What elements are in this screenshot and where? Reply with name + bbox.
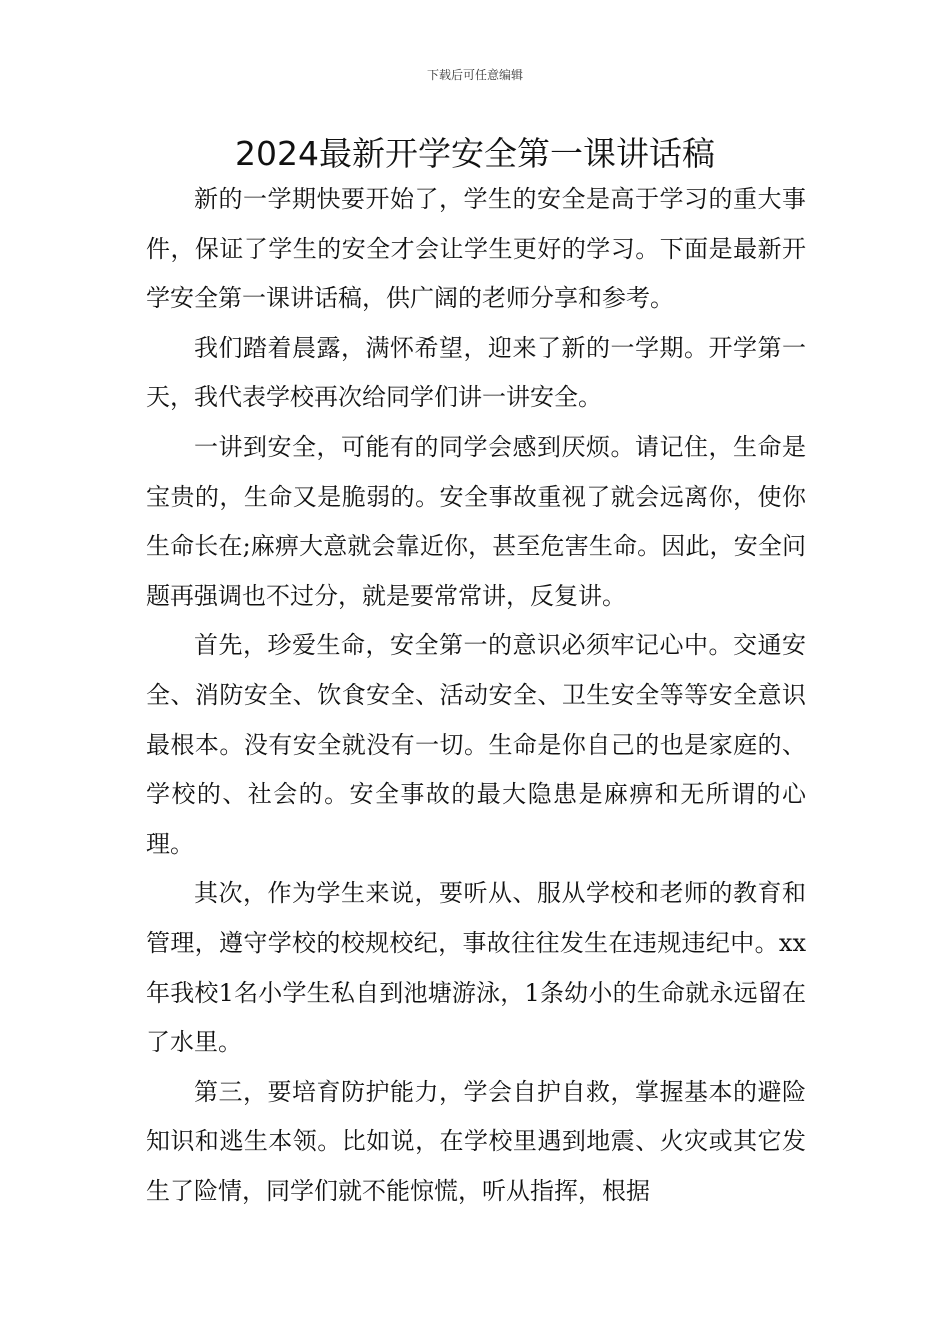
paragraph: 新的一学期快要开始了，学生的安全是高于学习的重大事件，保证了学生的安全才会让学生更好的学习。下面是最新开学安全第一课讲话稿，供广阔的老师分享和参考。 (146, 185, 806, 313)
header-note: 下载后可任意编辑 (426, 68, 523, 82)
paragraph: 首先，珍爱生命，安全第一的意识必须牢记心中。交通安全、消防安全、饮食安全、活动安全、卫生安全等等安全意识最根本。没有安全就没有一切。生命是你自己的也是家庭的、学校的、社会的。安全事故的最大隐患是麻痹和无所谓的心理。 (146, 631, 806, 858)
paragraph: 一讲到安全，可能有的同学会感到厌烦。请记住，生命是宝贵的，生命又是脆弱的。安全事故重视了就会远离你，使你生命长在;麻痹大意就会靠近你，甚至危害生命。因此，安全问题再强调也不过分，就是要常常讲，反复讲。 (146, 432, 806, 610)
paragraph: 第三，要培育防护能力，学会自护自救，掌握基本的避险知识和逃生本领。比如说，在学校里遇到地震、火灾或其它发生了险情，同学们就不能惊慌，听从指挥，根据 (146, 1077, 806, 1205)
document-body (146, 175, 806, 1216)
paragraph: 我们踏着晨露，满怀希望，迎来了新的一学期。开学第一天，我代表学校再次给同学们讲一讲安全。 (146, 333, 806, 412)
paragraph: 其次，作为学生来说，要听从、服从学校和老师的教育和管理，遵守学校的校规校纪，事故往往发生在违规违纪中。xx年我校1名小学生私自到池塘游泳，1条幼小的生命就永远留在了水里。 (146, 879, 806, 1057)
document-title: 2024最新开学安全第一课讲话稿 (235, 134, 715, 173)
